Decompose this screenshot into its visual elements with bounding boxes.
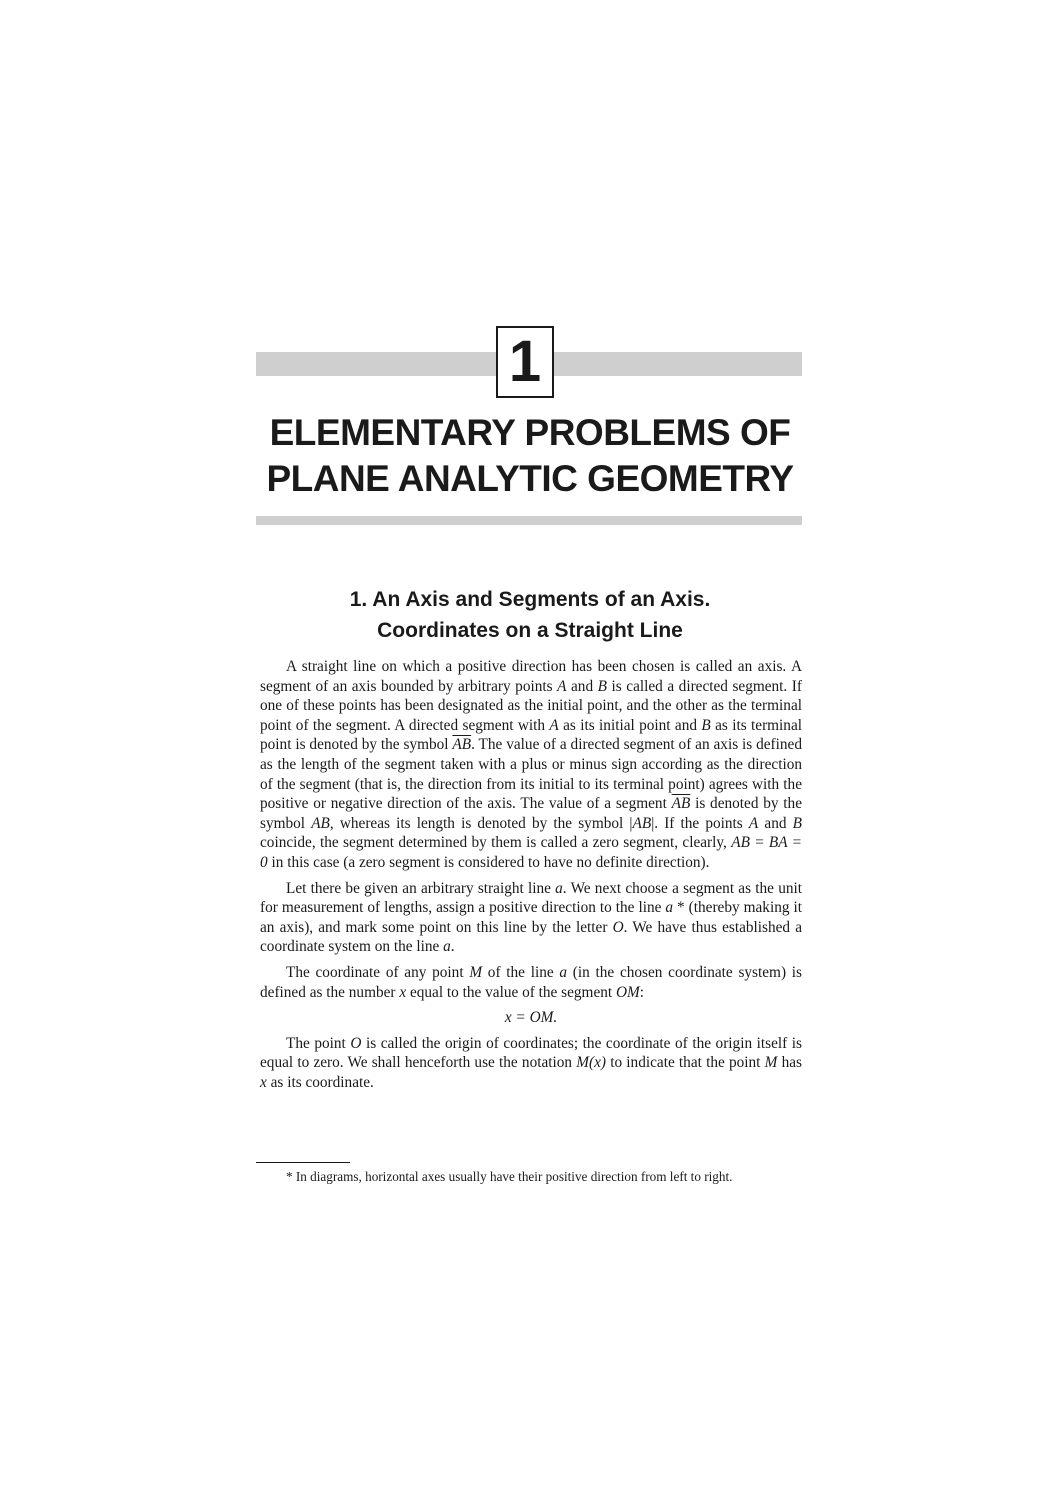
- chapter-title: [200, 410, 860, 502]
- equation: x = OM.: [504, 1009, 558, 1027]
- section-heading-line-2: Coordinates on a Straight Line: [377, 619, 683, 642]
- chapter-number-box: [496, 326, 554, 398]
- section-heading-line-1: 1. An Axis and Segments of an Axis.: [349, 588, 711, 611]
- paragraph-3: The coordinate of any point M of the line a (in the chosen coordinate system) is defined as the number x equal to the value of the segment OM:: [260, 963, 802, 1001]
- directed-segment-symbol: $\overline{AB}$: [452, 736, 472, 754]
- chapter-number: 1: [508, 329, 542, 394]
- chapter-title-line-1: ELEMENTARY PROBLEMS OF: [269, 412, 791, 453]
- paragraph-1: A straight line on which a positive direction has been chosen is called an axis. A segment of an axis bounded by arbitrary points A and B is called a directed segment. If one of these points has been designated as the initial point, and the other as the terminal point of the segment. A directed segment with A as its initial point and B as its terminal point is denoted by the symbol $\overline{AB}$. The value of a directed segment of an axis is defined as the length of the segment taken with a plus or minus sign according as the direction of the segment (that is, the direction from its initial to its terminal point) agrees with the positive or negative direction of the axis. The value of a segment $\overline{AB}$ is denoted by the symbol AB, whereas its length is denoted by the symbol |AB|. If the points A and B coincide, the segment determined by them is called a zero segment, clearly, AB = BA = 0 in this case (a zero segment is considered to have no definite direction).: [260, 658, 802, 871]
- chapter-title-line-2: PLANE ANALYTIC GEOMETRY: [266, 458, 794, 499]
- section-heading: [200, 584, 860, 646]
- footnote: [286, 1168, 802, 1185]
- chapter-divider-bar: [256, 516, 802, 525]
- footnote-text: * In diagrams, horizontal axes usually have their positive direction from left to right.: [286, 1169, 733, 1184]
- paragraph-2: Let there be given an arbitrary straight line a. We next choose a segment as the unit for measurement of lengths, assign a positive direction to the line a * (thereby making it an axis), and mark some point on this line by the letter O. We have thus established a coordinate system on the line a.: [260, 879, 802, 956]
- paragraph-4: The point O is called the origin of coordinates; the coordinate of the origin itself is equal to zero. We shall henceforth use the notation M(x) to indicate that the point M has x as its coordinate.: [260, 1034, 802, 1091]
- footnote-rule: [256, 1162, 350, 1163]
- body-text: [260, 657, 802, 1098]
